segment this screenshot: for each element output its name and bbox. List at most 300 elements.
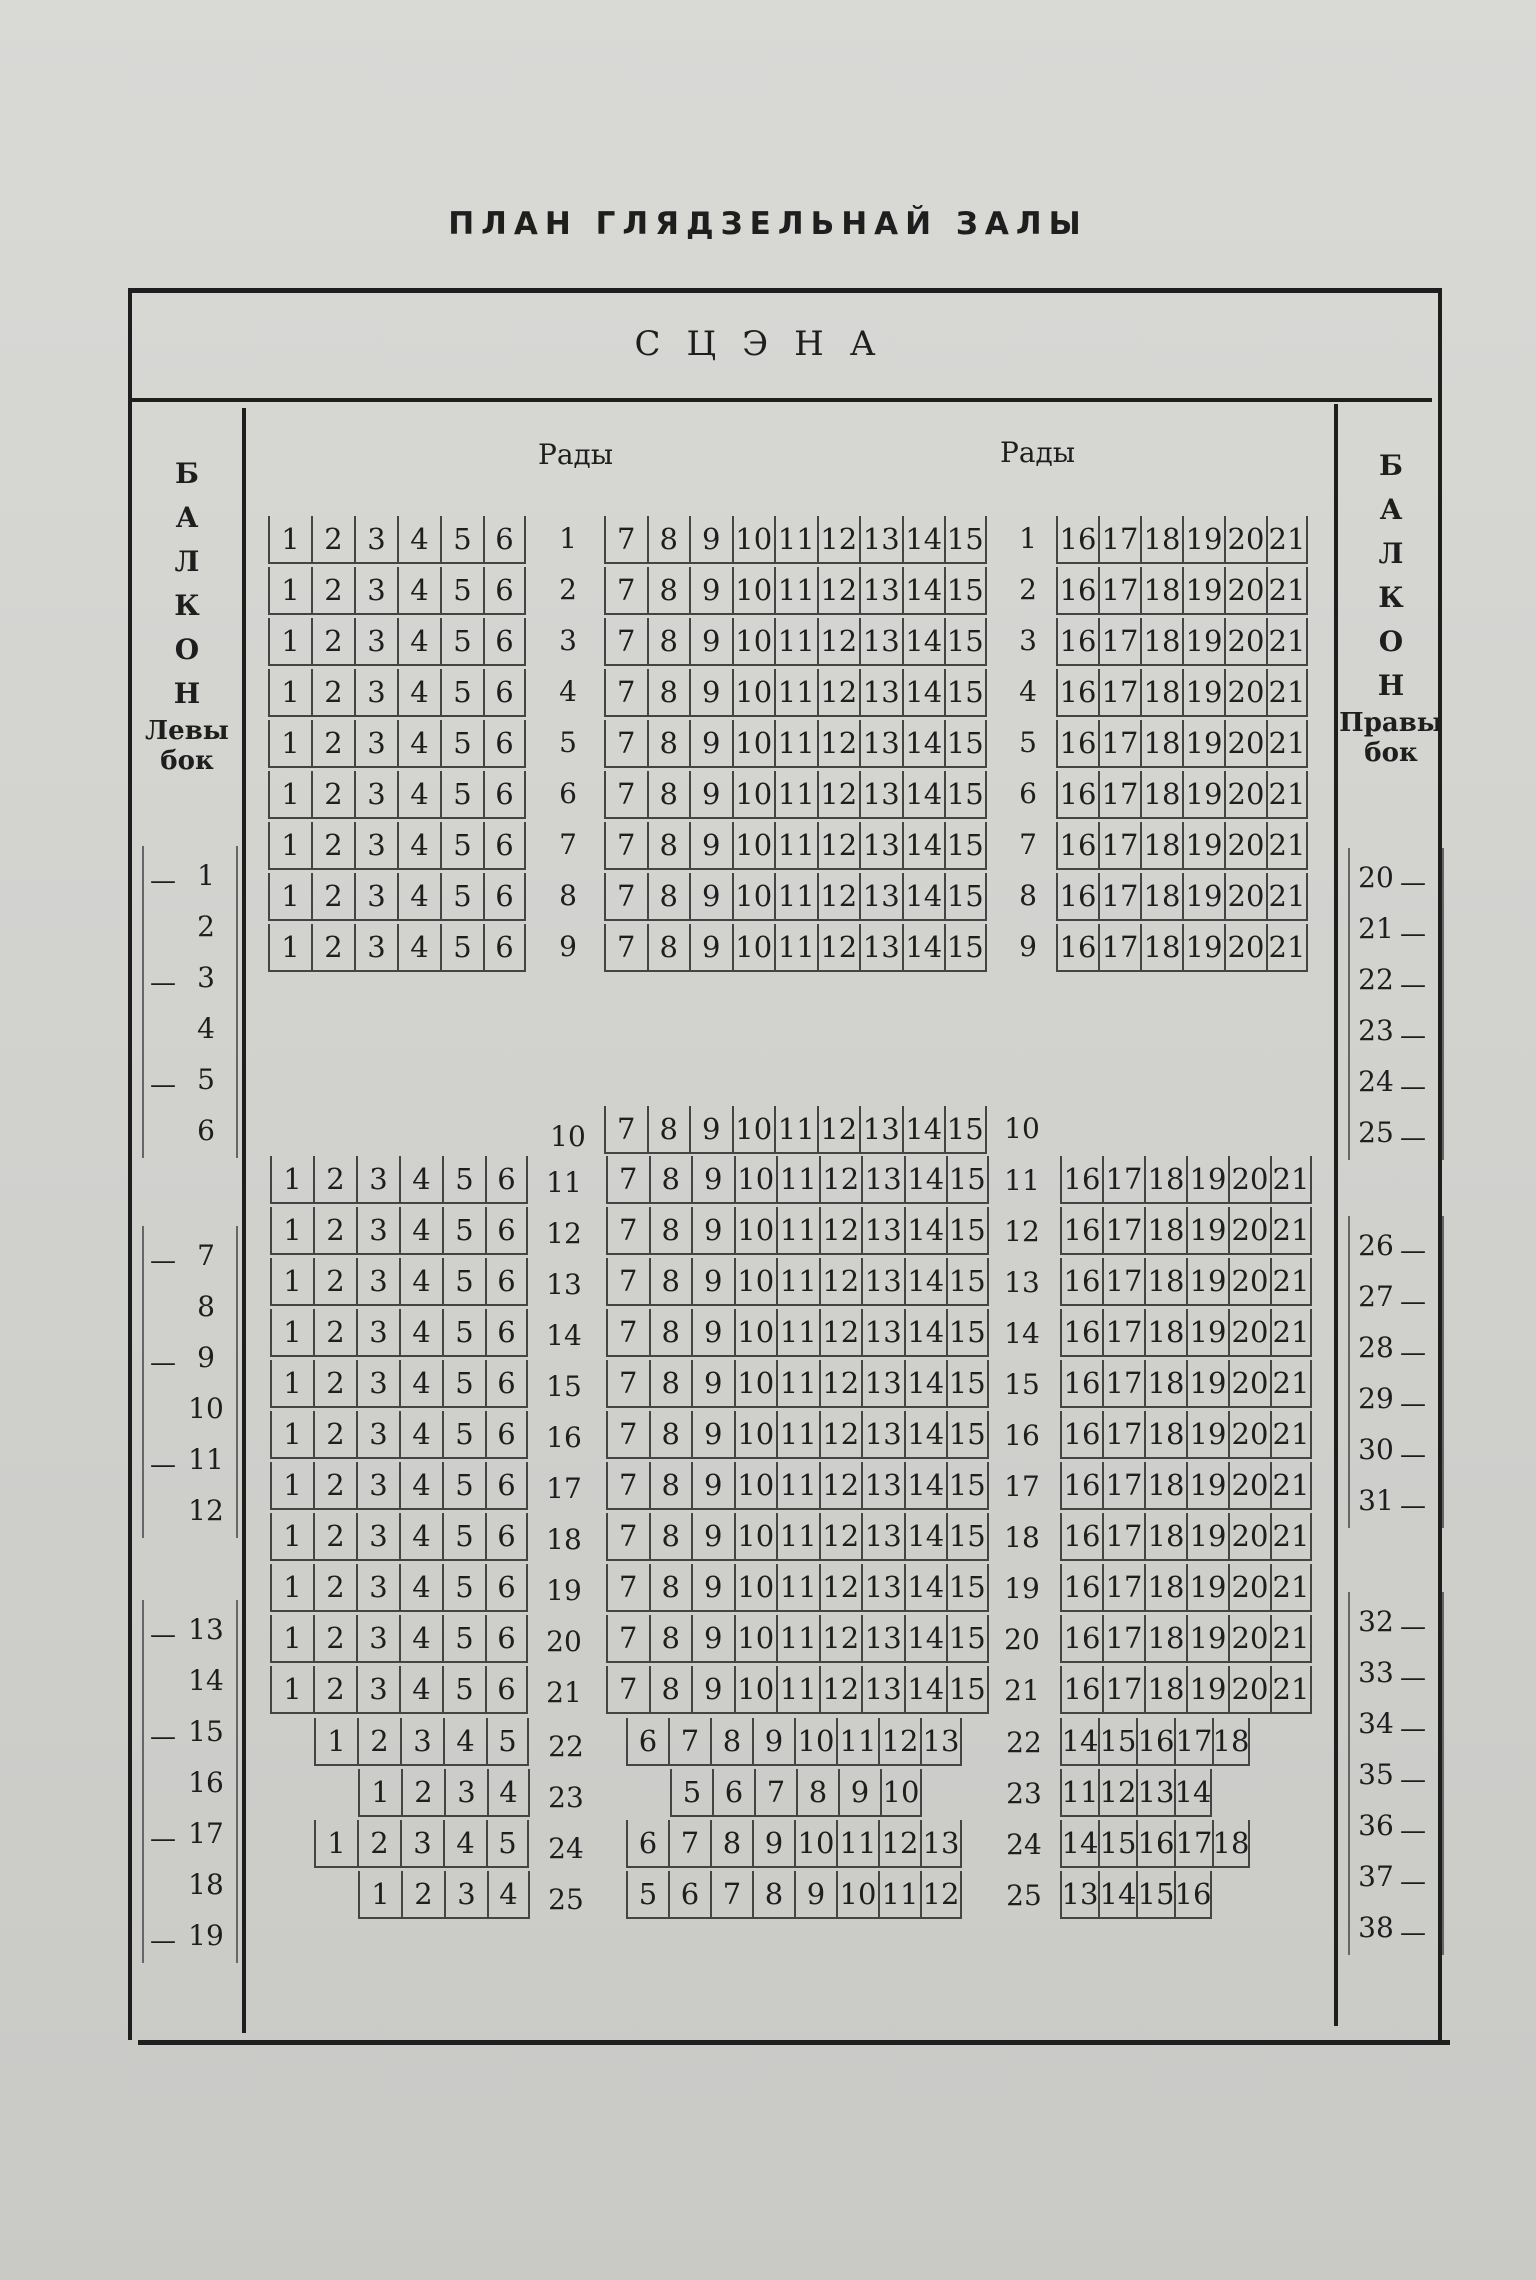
seat: 5: [440, 720, 483, 766]
left-block-row: [268, 618, 526, 666]
right-box-marker: —: [1400, 1287, 1426, 1317]
seat: 11: [776, 1513, 819, 1559]
right-box-seat: 38: [1358, 1911, 1394, 1944]
seat: 18: [1144, 1564, 1186, 1610]
row-number: 3: [559, 624, 577, 657]
right-box-seat: 21: [1358, 912, 1394, 945]
seat: 11: [774, 822, 817, 868]
seat: 9: [689, 618, 732, 664]
seat: 10: [734, 1360, 777, 1406]
seat: 19: [1186, 1564, 1228, 1610]
seat: 9: [691, 1564, 734, 1610]
seat: 20: [1224, 567, 1266, 613]
left-box-seat: 17: [188, 1817, 224, 1850]
right-box-marker: —: [1400, 1072, 1426, 1102]
right-box-seat: 23: [1358, 1014, 1394, 1047]
left-box-seat: 10: [188, 1392, 224, 1425]
seat: 21: [1270, 1258, 1312, 1304]
seat: 14: [902, 618, 945, 664]
seat: 10: [734, 1462, 777, 1508]
seat: 15: [944, 618, 987, 664]
seat: 14: [904, 1207, 947, 1253]
seat: 4: [397, 771, 440, 817]
left-block-row: [270, 1207, 528, 1255]
left-box-seat: 11: [188, 1443, 224, 1476]
seat: 11: [776, 1564, 819, 1610]
left-box-marker: —: [150, 968, 176, 998]
right-block-row: [1060, 1156, 1312, 1204]
seat: 14: [904, 1309, 947, 1355]
seat: 8: [649, 1666, 692, 1712]
seat: 17: [1098, 669, 1140, 715]
seat: 9: [691, 1258, 734, 1304]
seat: 2: [313, 1360, 356, 1406]
seat: 9: [794, 1871, 836, 1917]
left-box-seat: 15: [188, 1715, 224, 1748]
seat: 6: [485, 1360, 528, 1406]
right-box-marker: —: [1400, 1236, 1426, 1266]
right-box-marker: —: [1400, 1389, 1426, 1419]
left-box-marker: —: [150, 1926, 176, 1956]
right-block-row: [1060, 1513, 1312, 1561]
center-block-row: [604, 771, 987, 819]
row-number: 25: [1006, 1879, 1042, 1912]
center-block-row: [606, 1513, 989, 1561]
seat: 6: [485, 1411, 528, 1457]
seat: 21: [1266, 822, 1308, 868]
row-number: 22: [548, 1730, 584, 1763]
seat: 4: [397, 567, 440, 613]
seat: 7: [604, 567, 647, 613]
center-block-row: [604, 873, 987, 921]
row-number: 15: [546, 1370, 582, 1403]
seat: 16: [1060, 1462, 1102, 1508]
seat: 14: [904, 1156, 947, 1202]
seat: 13: [861, 1513, 904, 1559]
frame-top: [128, 288, 1440, 293]
seat: 3: [356, 1360, 399, 1406]
seat: 10: [732, 516, 775, 562]
seat: 13: [861, 1564, 904, 1610]
seat: 20: [1228, 1156, 1270, 1202]
seat: 17: [1098, 618, 1140, 664]
seat: 5: [442, 1207, 485, 1253]
seat: 9: [691, 1156, 734, 1202]
row-number: 8: [559, 879, 577, 912]
seat: 8: [649, 1156, 692, 1202]
row-number: 17: [546, 1472, 582, 1505]
seat: 20: [1228, 1564, 1270, 1610]
seat: 10: [734, 1309, 777, 1355]
seat: 13: [859, 873, 902, 919]
right-box-seat: 35: [1358, 1758, 1394, 1791]
seat: 9: [689, 720, 732, 766]
seat: 9: [838, 1769, 880, 1815]
seat: 8: [710, 1718, 752, 1764]
row-number: 6: [1019, 777, 1037, 810]
right-box-marker: —: [1400, 1714, 1426, 1744]
seat: 9: [689, 669, 732, 715]
seat: 13: [859, 516, 902, 562]
seat: 11: [776, 1360, 819, 1406]
seat: 13: [920, 1820, 962, 1866]
left-box-marker: —: [150, 1824, 176, 1854]
seat: 5: [442, 1666, 485, 1712]
seat: 17: [1098, 771, 1140, 817]
left-block-row: [358, 1871, 530, 1919]
seat: 14: [904, 1513, 947, 1559]
seat: 12: [819, 1411, 862, 1457]
seat: 8: [649, 1615, 692, 1661]
seat: 14: [902, 516, 945, 562]
seat: 15: [946, 1615, 989, 1661]
seat: 2: [401, 1769, 444, 1815]
seat: 19: [1182, 567, 1224, 613]
seat: 8: [647, 873, 690, 919]
row-number: 10: [550, 1120, 586, 1153]
left-box-marker: —: [150, 1070, 176, 1100]
seat: 1: [270, 1666, 313, 1712]
seat: 4: [397, 516, 440, 562]
row-number: 17: [1004, 1470, 1040, 1503]
seat: 16: [1136, 1718, 1174, 1764]
seat: 7: [606, 1156, 649, 1202]
seat: 12: [817, 771, 860, 817]
row-number: 11: [546, 1166, 582, 1199]
seat: 6: [485, 1564, 528, 1610]
seat: 20: [1228, 1513, 1270, 1559]
seat: 20: [1228, 1615, 1270, 1661]
seat: 7: [606, 1258, 649, 1304]
row-number: 20: [1004, 1623, 1040, 1656]
row-number: 7: [559, 828, 577, 861]
seat: 9: [691, 1615, 734, 1661]
seat: 3: [356, 1615, 399, 1661]
seat: 8: [649, 1462, 692, 1508]
center-block-row: [604, 567, 987, 615]
left-box-marker: —: [150, 866, 176, 896]
row-number: 15: [1004, 1368, 1040, 1401]
seat: 17: [1102, 1615, 1144, 1661]
seat: 11: [776, 1462, 819, 1508]
center-block-row: [606, 1258, 989, 1306]
seat: 14: [902, 720, 945, 766]
seat: 13: [859, 771, 902, 817]
seat: 15: [944, 1106, 987, 1152]
row-number: 4: [1019, 675, 1037, 708]
left-block-row: [270, 1360, 528, 1408]
center-block-row: [604, 618, 987, 666]
seat: 12: [819, 1513, 862, 1559]
seat: 3: [356, 1207, 399, 1253]
seat: 5: [442, 1411, 485, 1457]
seat: 12: [817, 822, 860, 868]
seat: 14: [902, 1106, 945, 1152]
seat: 10: [734, 1666, 777, 1712]
seat: 19: [1186, 1258, 1228, 1304]
row-number: 21: [546, 1676, 582, 1709]
seat: 10: [734, 1513, 777, 1559]
seat: 7: [604, 669, 647, 715]
row-number: 21: [1004, 1674, 1040, 1707]
seat: 7: [606, 1666, 649, 1712]
seat: 18: [1140, 771, 1182, 817]
seat: 14: [904, 1462, 947, 1508]
row-number: 6: [559, 777, 577, 810]
center-block-row: [626, 1820, 962, 1868]
seat: 15: [946, 1462, 989, 1508]
seat: 19: [1182, 720, 1224, 766]
seat: 1: [268, 873, 311, 919]
seat: 21: [1270, 1360, 1312, 1406]
row-number: 16: [1004, 1419, 1040, 1452]
seat: 20: [1224, 720, 1266, 766]
center-block-row: [604, 720, 987, 768]
seat: 15: [946, 1309, 989, 1355]
seat: 16: [1060, 1666, 1102, 1712]
seat: 10: [734, 1615, 777, 1661]
seat: 3: [356, 1564, 399, 1610]
balcony-letter: Б: [175, 457, 199, 490]
left-block-row: [314, 1718, 529, 1766]
seat: 9: [689, 822, 732, 868]
seat: 8: [647, 720, 690, 766]
seat: 4: [487, 1769, 530, 1815]
seat: 17: [1098, 822, 1140, 868]
seat: 20: [1228, 1462, 1270, 1508]
seat: 11: [878, 1871, 920, 1917]
seat: 11: [774, 720, 817, 766]
seat: 6: [483, 516, 526, 562]
seat: 10: [732, 924, 775, 970]
seat: 11: [774, 669, 817, 715]
seat: 7: [606, 1513, 649, 1559]
seat: 14: [1174, 1769, 1212, 1815]
seat: 5: [442, 1513, 485, 1559]
seat: 20: [1224, 822, 1266, 868]
right-box-marker: —: [1400, 1021, 1426, 1051]
seat: 6: [712, 1769, 754, 1815]
row-number: 1: [559, 522, 577, 555]
seat: 15: [944, 771, 987, 817]
left-block-row: [268, 567, 526, 615]
seat: 7: [604, 873, 647, 919]
seat: 1: [270, 1564, 313, 1610]
seat: 21: [1266, 924, 1308, 970]
right-block-row: [1056, 771, 1308, 819]
seat: 6: [483, 924, 526, 970]
center-block-row: [604, 924, 987, 972]
seat: 15: [1136, 1871, 1174, 1917]
stage-label: СЦЭНА: [634, 324, 902, 364]
balcony-letter: О: [174, 633, 200, 666]
seat: 8: [647, 822, 690, 868]
seat: 15: [1098, 1718, 1136, 1764]
seat: 15: [944, 822, 987, 868]
seat: 4: [399, 1309, 442, 1355]
seat: 6: [485, 1156, 528, 1202]
row-number: 4: [559, 675, 577, 708]
seat: 19: [1186, 1309, 1228, 1355]
seat: 20: [1228, 1207, 1270, 1253]
seat: 20: [1228, 1360, 1270, 1406]
seat: 7: [604, 516, 647, 562]
seat: 1: [270, 1513, 313, 1559]
seat: 9: [691, 1462, 734, 1508]
right-box-seat: 36: [1358, 1809, 1394, 1842]
seat: 21: [1266, 720, 1308, 766]
seat: 8: [796, 1769, 838, 1815]
seat: 18: [1140, 516, 1182, 562]
seat: 7: [606, 1411, 649, 1457]
seat: 11: [776, 1207, 819, 1253]
seat: 14: [902, 924, 945, 970]
left-block-row: [270, 1615, 528, 1663]
seat: 16: [1060, 1156, 1102, 1202]
seat: 1: [268, 567, 311, 613]
left-box-seat: 16: [188, 1766, 224, 1799]
seat: 16: [1060, 1411, 1102, 1457]
balcony-side-line: Левы: [145, 716, 229, 746]
seat: 8: [710, 1820, 752, 1866]
seat: 5: [486, 1820, 529, 1866]
seat: 18: [1212, 1820, 1250, 1866]
seat: 10: [732, 567, 775, 613]
seat: 17: [1098, 873, 1140, 919]
seat: 11: [776, 1615, 819, 1661]
center-block-row: [606, 1615, 989, 1663]
left-box-seat: 13: [188, 1613, 224, 1646]
right-block-row: [1056, 516, 1308, 564]
right-box-seat: 25: [1358, 1116, 1394, 1149]
seat: 13: [859, 720, 902, 766]
seat: 8: [649, 1309, 692, 1355]
seat: 12: [878, 1820, 920, 1866]
seat: 15: [944, 873, 987, 919]
right-block-row: [1060, 1718, 1250, 1766]
seat: 17: [1098, 516, 1140, 562]
seat: 14: [904, 1258, 947, 1304]
seat: 18: [1144, 1615, 1186, 1661]
seat: 4: [397, 822, 440, 868]
seat: 2: [313, 1207, 356, 1253]
right-box-marker: —: [1400, 1338, 1426, 1368]
left-box-marker: —: [150, 1450, 176, 1480]
seat: 5: [442, 1462, 485, 1508]
seat: 16: [1056, 822, 1098, 868]
seat: 14: [904, 1564, 947, 1610]
seat: 10: [732, 720, 775, 766]
seat: 2: [357, 1718, 400, 1764]
seat: 9: [689, 771, 732, 817]
seat: 16: [1056, 669, 1098, 715]
seat: 8: [649, 1360, 692, 1406]
seat: 12: [819, 1462, 862, 1508]
right-block-row: [1060, 1258, 1312, 1306]
seat: 12: [817, 516, 860, 562]
row-number: 19: [546, 1574, 582, 1607]
left-block-row: [270, 1564, 528, 1612]
seat: 1: [270, 1411, 313, 1457]
right-box-marker: —: [1400, 1765, 1426, 1795]
seat: 14: [904, 1411, 947, 1457]
right-box-marker: —: [1400, 1816, 1426, 1846]
seat: 1: [314, 1718, 357, 1764]
seat: 2: [357, 1820, 400, 1866]
seat: 15: [946, 1564, 989, 1610]
seat: 4: [397, 873, 440, 919]
seat: 2: [313, 1309, 356, 1355]
center-block-row: [606, 1411, 989, 1459]
seat: 6: [483, 720, 526, 766]
seat: 16: [1056, 618, 1098, 664]
seat: 18: [1140, 873, 1182, 919]
seat: 6: [485, 1309, 528, 1355]
seat: 16: [1174, 1871, 1212, 1917]
seat: 7: [604, 771, 647, 817]
seat: 21: [1270, 1207, 1312, 1253]
right-box-marker: —: [1400, 919, 1426, 949]
row-number: 16: [546, 1421, 582, 1454]
seat: 2: [311, 516, 354, 562]
right-box-seat: 30: [1358, 1433, 1394, 1466]
right-box-seat: 27: [1358, 1280, 1394, 1313]
seat: 1: [358, 1769, 401, 1815]
seat: 19: [1182, 516, 1224, 562]
seat: 8: [649, 1513, 692, 1559]
seat: 11: [836, 1820, 878, 1866]
left-box-seat: 7: [197, 1239, 215, 1272]
center-block-row: [606, 1564, 989, 1612]
seat: 6: [485, 1615, 528, 1661]
left-box-seat: 1: [197, 859, 215, 892]
seat: 8: [647, 669, 690, 715]
seat: 12: [1098, 1769, 1136, 1815]
row-number: 23: [1006, 1777, 1042, 1810]
right-box-seat: 20: [1358, 861, 1394, 894]
seat: 17: [1102, 1207, 1144, 1253]
seat: 5: [670, 1769, 712, 1815]
left-box-seat: 19: [188, 1919, 224, 1952]
seat: 10: [880, 1769, 922, 1815]
seat: 9: [691, 1309, 734, 1355]
seat: 10: [732, 822, 775, 868]
seat: 10: [732, 873, 775, 919]
left-block-row: [268, 720, 526, 768]
seat: 16: [1056, 516, 1098, 562]
seat: 2: [311, 924, 354, 970]
seat: 15: [944, 567, 987, 613]
right-box-marker: —: [1400, 1123, 1426, 1153]
balcony-letter: Л: [1378, 537, 1404, 570]
frame-bottom: [138, 2040, 1450, 2045]
seat: 4: [399, 1462, 442, 1508]
seat: 4: [399, 1564, 442, 1610]
seat: 12: [819, 1156, 862, 1202]
seat: 4: [399, 1513, 442, 1559]
seat: 3: [354, 669, 397, 715]
seat: 5: [440, 822, 483, 868]
seat: 12: [819, 1309, 862, 1355]
seat: 7: [604, 822, 647, 868]
seat: 8: [649, 1564, 692, 1610]
balcony-letter: А: [1379, 493, 1403, 526]
seat: 1: [268, 822, 311, 868]
seat: 3: [354, 873, 397, 919]
center-block-row: [604, 669, 987, 717]
seat: 14: [904, 1615, 947, 1661]
balcony-letter: Б: [1379, 449, 1403, 482]
